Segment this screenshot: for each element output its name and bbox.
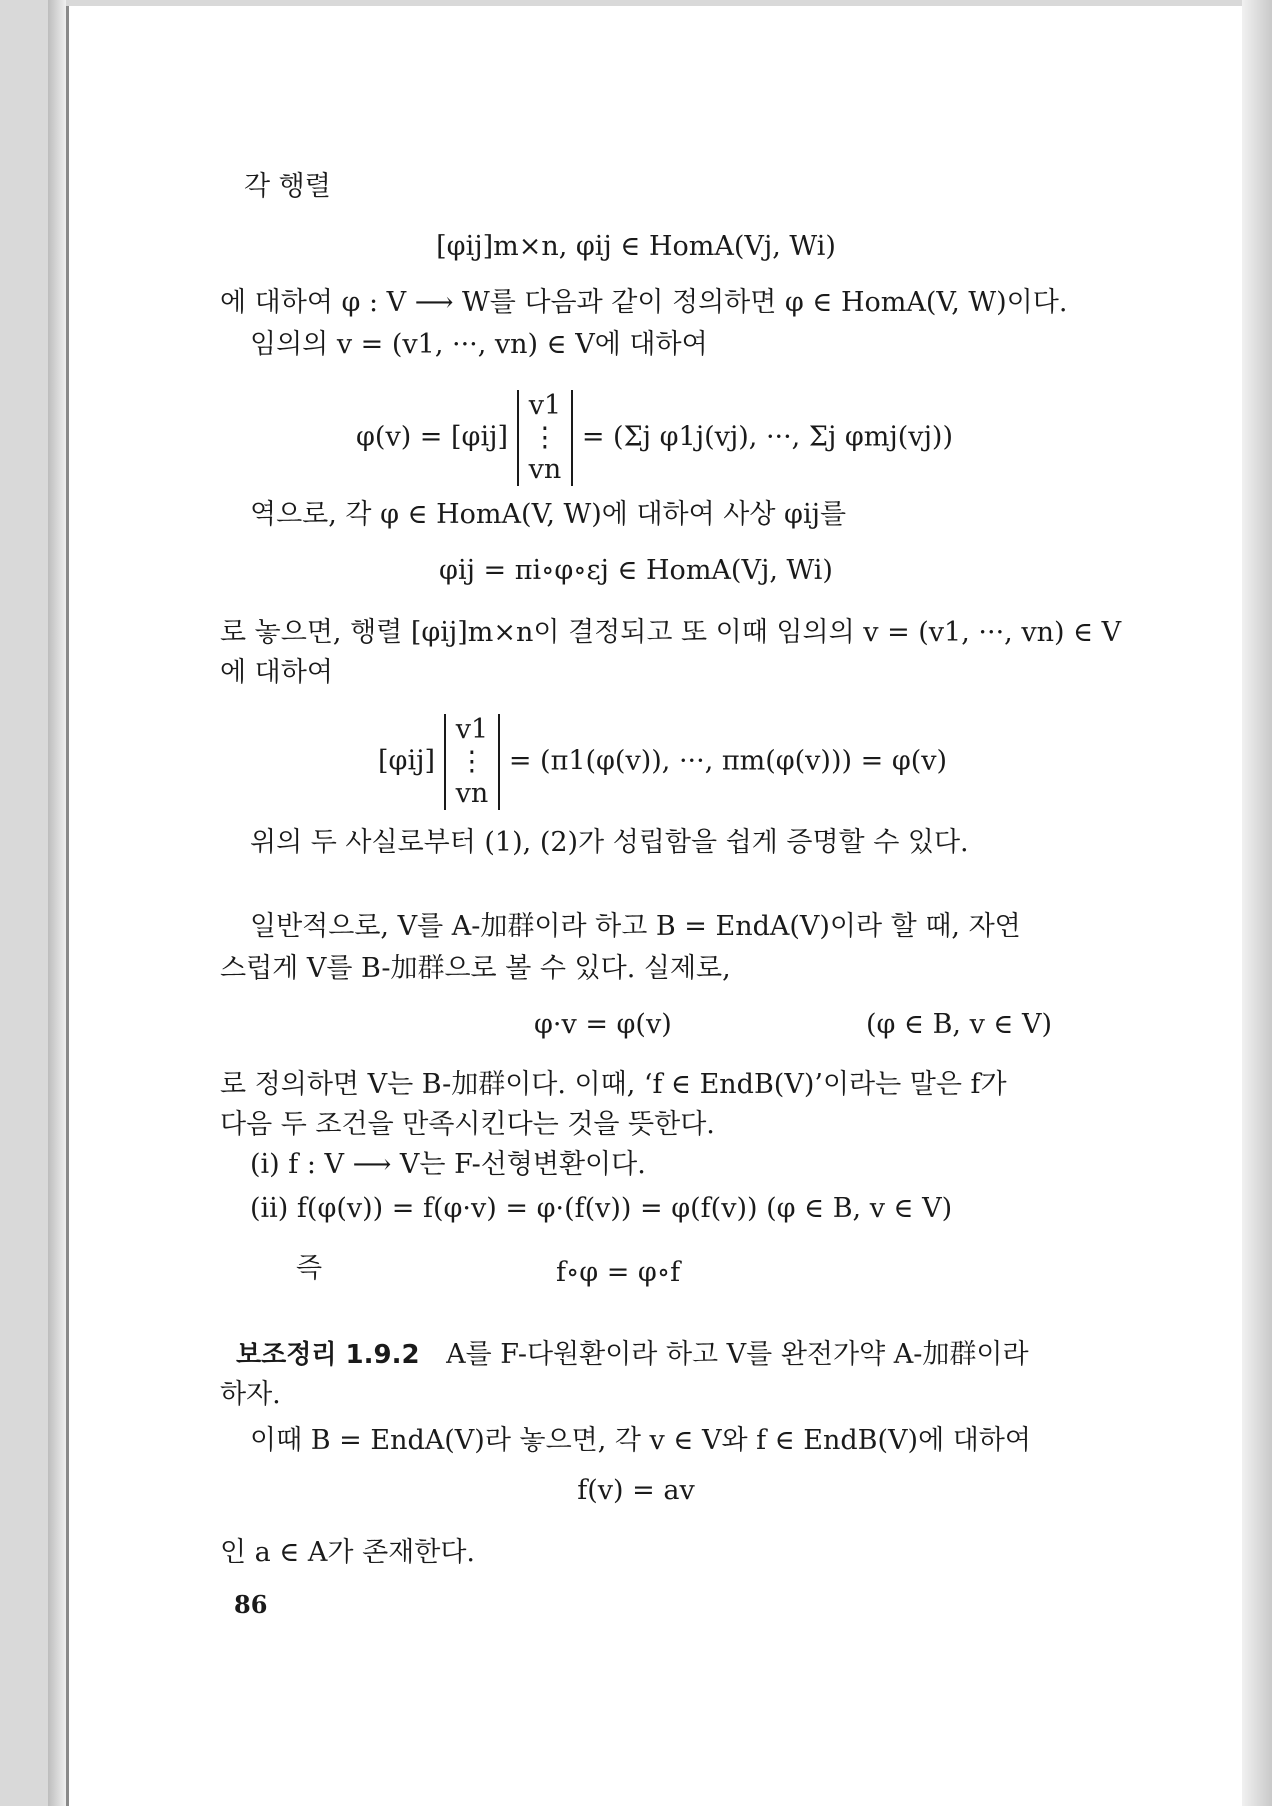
- text-line: 임의의 v = (v1, ···, vn) ∈ V에 대하여: [250, 329, 708, 360]
- formula-matrix-def: [φij]m×n, φij ∈ HomA(Vj, Wi): [436, 231, 836, 262]
- formula-action: φ·v = φ(v): [534, 1009, 672, 1040]
- column-vector: [444, 714, 501, 810]
- text-line: 로 놓으면, 행렬 [φij]m×n이 결정되고 또 이때 임의의 v = (v1, ···, vn) ∈ V: [220, 617, 1122, 648]
- text-line: 에 대하여: [220, 657, 333, 688]
- vector-entry: vn: [455, 778, 489, 809]
- text-line: 로 정의하면 V는 B-加群이다. 이때, ‘f ∈ EndB(V)’이라는 말은 f가: [220, 1069, 1007, 1100]
- column-vector: [517, 390, 574, 486]
- lemma-label: 보조정리 1.9.2: [236, 1340, 420, 1370]
- page-edge-shadow-right: [1242, 0, 1272, 1806]
- equation-lhs: [φij]: [378, 745, 435, 777]
- equation-phi-v: [356, 390, 954, 485]
- equation-rhs: = (Σj φ1j(vj), ···, Σj φmj(vj)): [581, 421, 954, 453]
- text-line: 에 대하여 φ : V ⟶ W를 다음과 같이 정의하면 φ ∈ HomA(V, W)이다.: [220, 287, 1068, 318]
- text-line: 하자.: [220, 1379, 281, 1410]
- text-line: 인 a ∈ A가 존재한다.: [220, 1537, 475, 1568]
- vector-dots: ⋮: [531, 422, 559, 453]
- equation-lhs: φ(v) = [φij]: [356, 421, 508, 453]
- formula-f-v: f(v) = av: [577, 1475, 695, 1506]
- text-line: 스럽게 V를 B-加群으로 볼 수 있다. 실제로,: [220, 953, 731, 984]
- lemma-heading: [236, 1338, 1029, 1372]
- formula-phi-ij: φij = πi∘φ∘εj ∈ HomA(Vj, Wi): [439, 555, 833, 586]
- vector-dots: ⋮: [458, 746, 486, 777]
- text-line: 즉: [296, 1253, 323, 1284]
- page-edge-shadow-left: [48, 0, 66, 1806]
- text-line: 역으로, 각 φ ∈ HomA(V, W)에 대하여 사상 φij를: [250, 499, 847, 530]
- vector-entry: vn: [528, 454, 562, 485]
- page-number: 86: [234, 1590, 268, 1619]
- text-line: 이때 B = EndA(V)라 놓으면, 각 v ∈ V와 f ∈ EndB(V)에 대하여: [250, 1425, 1031, 1456]
- equation-rhs: = (π1(φ(v)), ···, πm(φ(v))) = φ(v): [508, 745, 948, 777]
- lemma-text: A를 F-다원환이라 하고 V를 완전가약 A-加群이라: [446, 1339, 1029, 1370]
- text-line: 각 행렬: [244, 171, 331, 202]
- equation-matrix-vector: [378, 714, 948, 809]
- vector-entry: v1: [455, 714, 489, 745]
- condition-i: (i) f : V ⟶ V는 F-선형변환이다.: [250, 1149, 646, 1180]
- condition-ii: (ii) f(φ(v)) = f(φ·v) = φ·(f(v)) = φ(f(v)) (φ ∈ B, v ∈ V): [250, 1193, 953, 1224]
- formula-condition: (φ ∈ B, v ∈ V): [866, 1009, 1053, 1040]
- text-line: 다음 두 조건을 만족시킨다는 것을 뜻한다.: [220, 1109, 715, 1140]
- vector-entry: v1: [528, 390, 562, 421]
- text-line: 위의 두 사실로부터 (1), (2)가 성립함을 쉽게 증명할 수 있다.: [250, 827, 969, 858]
- text-line: 일반적으로, V를 A-加群이라 하고 B = EndA(V)이라 할 때, 자연: [250, 911, 1021, 942]
- formula-commute: f∘φ = φ∘f: [556, 1257, 681, 1288]
